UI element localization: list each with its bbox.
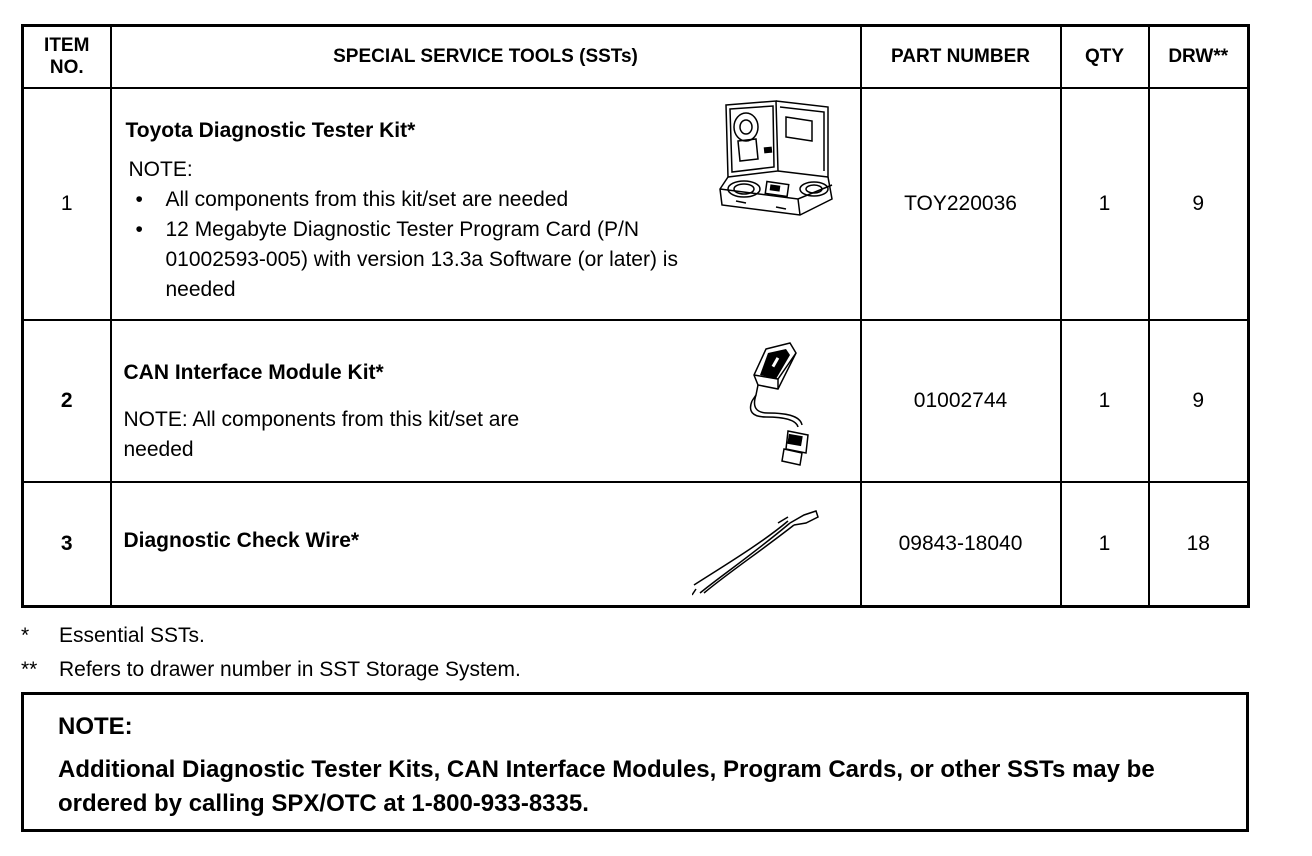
- table-row: [23, 482, 1249, 606]
- table-header-row: [23, 26, 1249, 89]
- qty: 1: [1061, 482, 1149, 606]
- header-special-service-tools: SPECIAL SERVICE TOOLS (SSTs): [111, 26, 861, 89]
- table-row: [23, 320, 1249, 482]
- check-wire-icon: [692, 509, 822, 599]
- tool-cell: [111, 482, 861, 606]
- sst-table: [21, 24, 1250, 608]
- drawer-number: 18: [1149, 482, 1249, 606]
- header-drw: DRW**: [1149, 26, 1249, 89]
- list-item: • 12 Megabyte Diagnostic Tester Program Card (P/N 01002593-005) with version 13.3a Software (or later) is needed: [135, 218, 678, 301]
- note-body: Additional Diagnostic Tester Kits, CAN Interface Modules, Program Cards, or other SSTs may be ordered by calling SPX/OTC at 1-800-933-8335.: [58, 756, 1155, 817]
- qty: 1: [1061, 88, 1149, 320]
- item-number: 3: [23, 482, 111, 606]
- note-bullets: [126, 185, 726, 305]
- tool-name: CAN Interface Module Kit*: [123, 361, 384, 384]
- part-number: 01002744: [861, 320, 1061, 482]
- item-number: 2: [23, 320, 111, 482]
- can-interface-module-icon: [738, 339, 810, 469]
- qty: 1: [1061, 320, 1149, 482]
- footnote-drawer: ** Refers to drawer number in SST Storage System.: [21, 658, 521, 681]
- header-qty: QTY: [1061, 26, 1149, 89]
- item-number: 1: [23, 88, 111, 320]
- note-title: NOTE:: [58, 713, 133, 740]
- note-label: NOTE:: [128, 158, 193, 181]
- ordering-note-box: [21, 692, 1249, 832]
- tool-cell: [111, 88, 861, 320]
- part-number: TOY220036: [861, 88, 1061, 320]
- tool-name: Diagnostic Check Wire*: [123, 529, 360, 552]
- list-item: • All components from this kit/set are needed: [135, 188, 569, 211]
- tool-name: Toyota Diagnostic Tester Kit*: [125, 119, 416, 142]
- tool-note: NOTE: All components from this kit/set are needed: [123, 408, 520, 461]
- header-item-no: ITEM NO.: [23, 26, 111, 89]
- tool-cell: [111, 320, 861, 482]
- header-part-number: PART NUMBER: [861, 26, 1061, 89]
- drawer-number: 9: [1149, 88, 1249, 320]
- drawer-number: 9: [1149, 320, 1249, 482]
- part-number: 09843-18040: [861, 482, 1061, 606]
- table-row: [23, 88, 1249, 320]
- footnote-essential: * Essential SSTs.: [21, 624, 205, 647]
- tester-kit-case-icon: [716, 97, 836, 219]
